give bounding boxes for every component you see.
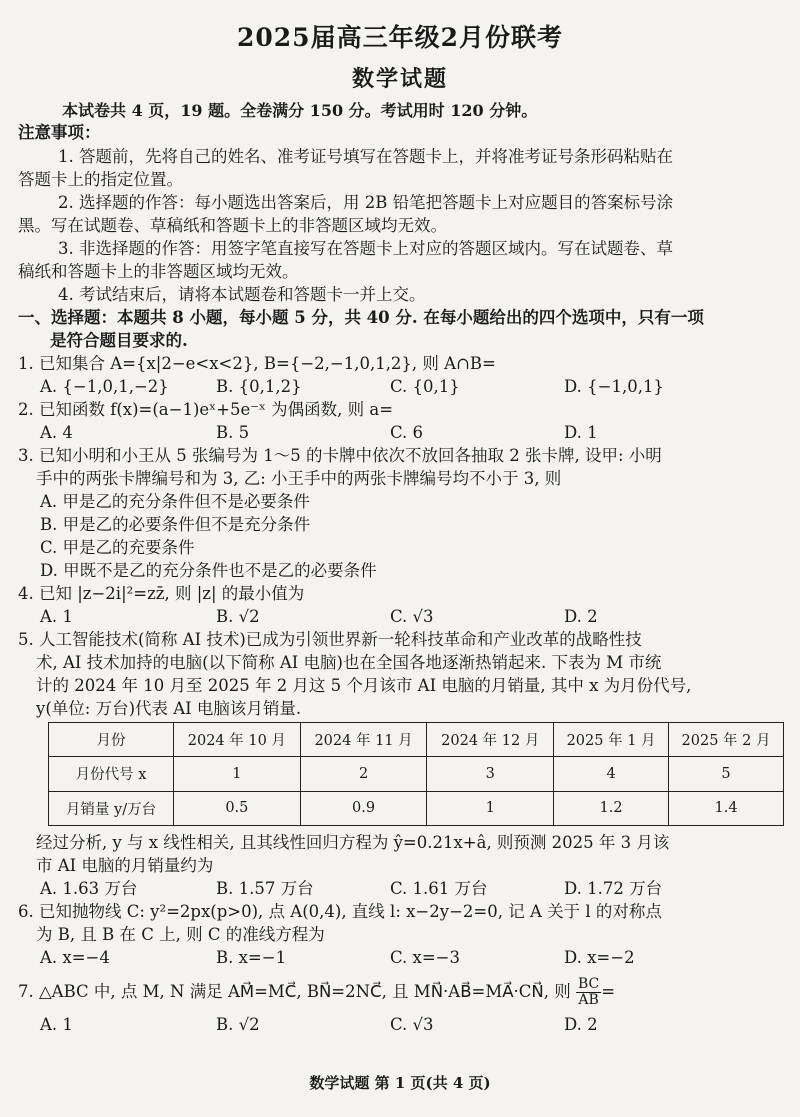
- table-cell: 0.5: [174, 791, 301, 825]
- option-d: D. 甲既不是乙的充分条件也不是乙的必要条件: [40, 561, 377, 580]
- option-b: B. 甲是乙的必要条件但不是充分条件: [40, 515, 311, 534]
- option-c: C. √3: [390, 1015, 434, 1034]
- table-cell: 1: [174, 757, 301, 791]
- option-b: B. x=−1: [216, 948, 287, 967]
- question-5-line: 计的 2024 年 10 月至 2025 年 2 月这 5 个月该市 AI 电脑的月销量, 其中 x 为月份代号,: [36, 676, 692, 695]
- question-1: 1. 已知集合 A={x|2−e<x<2}, B={−2,−1,0,1,2}, 则 A∩B=: [18, 354, 496, 373]
- table-cell: 月份代号 x: [49, 757, 174, 791]
- question-6-line: 为 B, 且 B 在 C 上, 则 C 的准线方程为: [36, 925, 325, 944]
- option-a: A. 4: [40, 423, 73, 442]
- option-a: A. {−1,0,1,−2}: [40, 377, 169, 396]
- option-d: D. {−1,0,1}: [564, 377, 664, 396]
- table-cell: 4: [554, 757, 669, 791]
- table-header-cell: 2025 年 1 月: [554, 723, 669, 757]
- question-7-options: [40, 1014, 780, 1036]
- question-4-options: [40, 606, 780, 628]
- exam-intro: 本试卷共 4 页，19 题。全卷满分 150 分。考试用时 120 分钟。: [62, 101, 538, 120]
- notes-line: 4. 考试结束后，请将本试题卷和答题卡一并上交。: [58, 285, 426, 304]
- question-5-line: 经过分析, y 与 x 线性相关, 且其线性回归方程为 ŷ=0.21x+â, 则预测 2025 年 3 月该: [36, 833, 670, 852]
- notes-line: 1. 答题前，先将自己的姓名、准考证号填写在答题卡上，并将准考证号条形码粘贴在: [58, 147, 673, 166]
- table-cell: 2: [300, 757, 427, 791]
- notes-line: 黑。写在试题卷、草稿纸和答题卡上的非答题区域均无效。: [18, 216, 447, 235]
- question-7: [18, 976, 615, 1008]
- table-row: [49, 723, 784, 757]
- table-cell: 1.2: [554, 791, 669, 825]
- option-c: C. 6: [390, 423, 424, 442]
- table-header-cell: 2024 年 12 月: [427, 723, 554, 757]
- exam-subtitle: 数学试题: [351, 66, 448, 92]
- question-4: 4. 已知 |z−2i|²=zz̄, 则 |z| 的最小值为: [18, 584, 305, 603]
- question-5-line: 市 AI 电脑的月销量约为: [36, 856, 214, 875]
- option-d: D. 1.72 万台: [564, 879, 663, 898]
- sales-table: [48, 722, 784, 826]
- option-b: B. {0,1,2}: [216, 377, 302, 396]
- option-a: A. 1: [40, 607, 73, 626]
- table-header-cell: 2025 年 2 月: [669, 723, 784, 757]
- table-cell: 月销量 y/万台: [49, 791, 174, 825]
- option-c: C. √3: [390, 607, 434, 626]
- option-b: B. √2: [216, 607, 260, 626]
- table-cell: 1.4: [669, 791, 784, 825]
- option-c: C. 甲是乙的充要条件: [40, 538, 195, 557]
- fraction-numerator: BC: [577, 976, 600, 992]
- section-heading: 一、选择题：本题共 8 小题，每小题 5 分，共 40 分. 在每小题给出的四个选项中，只有一项: [18, 308, 704, 327]
- notes-heading: 注意事项：: [18, 123, 101, 142]
- option-c: C. x=−3: [390, 948, 460, 967]
- option-c: C. 1.61 万台: [390, 879, 488, 898]
- option-d: D. 1: [564, 423, 598, 442]
- table-cell: 0.9: [300, 791, 427, 825]
- page-footer: 数学试题 第 1 页(共 4 页): [309, 1074, 491, 1092]
- question-3: 3. 已知小明和小王从 5 张编号为 1～5 的卡牌中依次不放回各抽取 2 张卡牌, 设甲: 小明: [18, 446, 662, 465]
- table-header-cell: 2024 年 10 月: [174, 723, 301, 757]
- option-d: D. 2: [564, 607, 598, 626]
- table-row: [49, 757, 784, 791]
- notes-line: 3. 非选择题的作答：用签字笔直接写在答题卡上对应的答题区域内。写在试题卷、草: [58, 239, 673, 258]
- notes-line: 2. 选择题的作答：每小题选出答案后，用 2B 铅笔把答题卡上对应题目的答案标号涂: [58, 193, 674, 212]
- table-header-cell: 月份: [49, 723, 174, 757]
- question-2-options: [40, 422, 780, 444]
- table-cell: 1: [427, 791, 554, 825]
- equals-sign: =: [601, 982, 616, 1001]
- option-d: D. x=−2: [564, 948, 635, 967]
- option-b: B. 1.57 万台: [216, 879, 314, 898]
- exam-title: 2025届高三年级2月份联考: [237, 23, 563, 52]
- fraction-denominator: AB: [578, 992, 599, 1008]
- option-d: D. 2: [564, 1015, 598, 1034]
- table-row: [49, 791, 784, 825]
- question-5: 5. 人工智能技术(简称 AI 技术)已成为引领世界新一轮科技革命和产业改革的战略性技: [18, 630, 642, 649]
- question-7-text: 7. △ABC 中, 点 M, N 满足 AM⃗=MC⃗, BN⃗=2NC⃗, 且 MN⃗·AB⃗=MA⃗·CN⃗, 则: [18, 982, 571, 1001]
- question-6-options: [40, 947, 780, 969]
- section-heading: 是符合题目要求的.: [50, 331, 188, 350]
- question-3-line: 手中的两张卡牌编号和为 3, 乙: 小王手中的两张卡牌编号均不小于 3, 则: [36, 469, 562, 488]
- question-1-options: [40, 376, 780, 398]
- option-b: B. √2: [216, 1015, 260, 1034]
- question-6: 6. 已知抛物线 C: y²=2px(p>0), 点 A(0,4), 直线 l: x−2y−2=0, 记 A 关于 l 的对称点: [18, 902, 662, 921]
- question-5-options: [40, 878, 780, 900]
- table-cell: 5: [669, 757, 784, 791]
- question-5-line: y(单位: 万台)代表 AI 电脑该月销量.: [36, 699, 302, 718]
- option-a: A. 甲是乙的充分条件但不是必要条件: [40, 492, 310, 511]
- notes-line: 稿纸和答题卡上的非答题区域均无效。: [18, 262, 299, 281]
- option-a: A. 1: [40, 1015, 73, 1034]
- table-header-cell: 2024 年 11 月: [300, 723, 427, 757]
- option-a: A. 1.63 万台: [40, 879, 138, 898]
- notes-line: 答题卡上的指定位置。: [18, 170, 183, 189]
- question-5-line: 术, AI 技术加持的电脑(以下简称 AI 电脑)也在全国各地逐渐热销起来. 下表为 M 市统: [36, 653, 662, 672]
- option-c: C. {0,1}: [390, 377, 460, 396]
- option-a: A. x=−4: [40, 948, 110, 967]
- option-b: B. 5: [216, 423, 250, 442]
- table-cell: 3: [427, 757, 554, 791]
- fraction: [576, 977, 601, 1008]
- question-2: 2. 已知函数 f(x)=(a−1)eˣ+5e⁻ˣ 为偶函数, 则 a=: [18, 400, 394, 419]
